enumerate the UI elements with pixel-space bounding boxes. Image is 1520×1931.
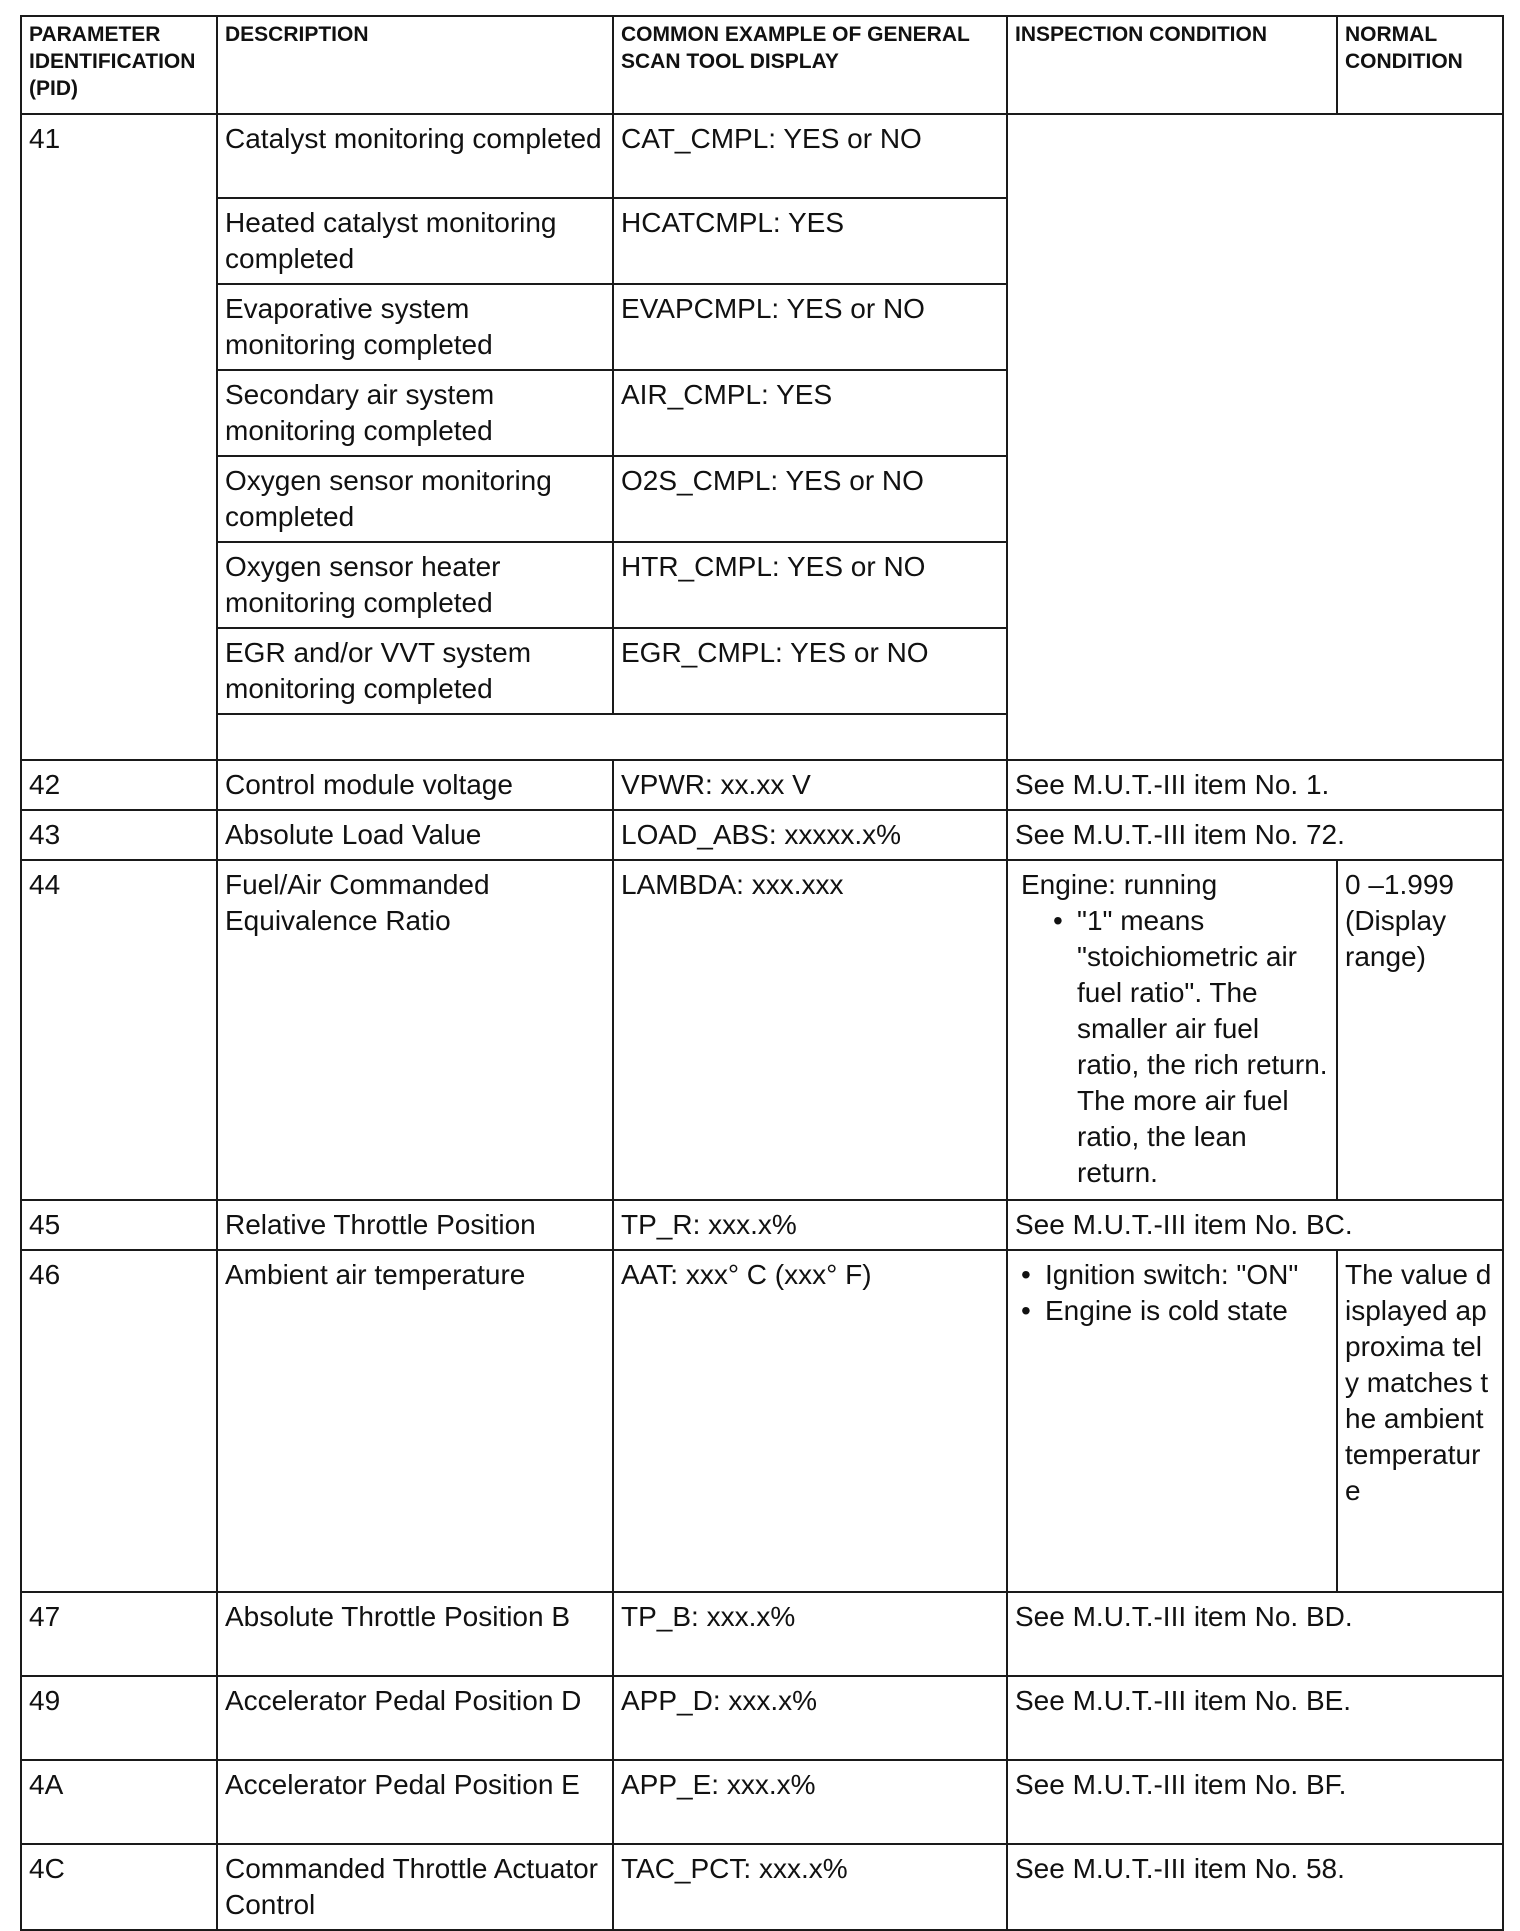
table-row bbox=[21, 1844, 1503, 1930]
pid-cell: 46 bbox=[21, 1250, 217, 1592]
description-cell: Absolute Throttle Position B bbox=[217, 1592, 613, 1676]
example-cell: LAMBDA: xxx.xxx bbox=[613, 860, 1007, 1200]
description-cell: Absolute Load Value bbox=[217, 810, 613, 860]
pid-reference-document bbox=[20, 15, 1502, 1931]
table-row bbox=[21, 1592, 1503, 1676]
inspection-bullet: • "1" means "stoichiometric air fuel ratio". The smaller air fuel ratio, the rich return. The more air fuel ratio, the lean return. bbox=[1015, 903, 1329, 1191]
example-cell: O2S_CMPL: YES or NO bbox=[613, 456, 1007, 542]
example-cell: EVAPCMPL: YES or NO bbox=[613, 284, 1007, 370]
description-cell: EGR and/or VVT system monitoring completed bbox=[217, 628, 613, 714]
condition-cell: See M.U.T.-III item No. 1. bbox=[1007, 760, 1503, 810]
description-cell: Secondary air system monitoring completed bbox=[217, 370, 613, 456]
pid-cell: 4A bbox=[21, 1760, 217, 1844]
normal-condition-cell: The value displayed approxima tely matches the ambient temperatur e bbox=[1337, 1250, 1503, 1592]
example-cell: EGR_CMPL: YES or NO bbox=[613, 628, 1007, 714]
header-normal-condition: NORMAL CONDITION bbox=[1337, 16, 1503, 114]
header-description: DESCRIPTION bbox=[217, 16, 613, 114]
description-cell: Ambient air temperature bbox=[217, 1250, 613, 1592]
description-cell: Oxygen sensor monitoring completed bbox=[217, 456, 613, 542]
example-cell: APP_E: xxx.x% bbox=[613, 1760, 1007, 1844]
pid-cell: 47 bbox=[21, 1592, 217, 1676]
example-cell: AIR_CMPL: YES bbox=[613, 370, 1007, 456]
pid-cell: 45 bbox=[21, 1200, 217, 1250]
inspection-bullet: • Ignition switch: "ON" bbox=[1015, 1257, 1329, 1293]
example-cell: HCATCMPL: YES bbox=[613, 198, 1007, 284]
description-cell: Catalyst monitoring completed bbox=[217, 114, 613, 198]
description-cell: Heated catalyst monitoring completed bbox=[217, 198, 613, 284]
description-cell: Accelerator Pedal Position E bbox=[217, 1760, 613, 1844]
description-cell: Evaporative system monitoring completed bbox=[217, 284, 613, 370]
condition-cell-empty bbox=[1007, 114, 1503, 760]
table-row bbox=[21, 810, 1503, 860]
description-cell: Accelerator Pedal Position D bbox=[217, 1676, 613, 1760]
example-cell: LOAD_ABS: xxxxx.x% bbox=[613, 810, 1007, 860]
example-cell: VPWR: xx.xx V bbox=[613, 760, 1007, 810]
description-cell: Commanded Throttle Actuator Control bbox=[217, 1844, 613, 1930]
inspection-bullet: • Engine is cold state bbox=[1015, 1293, 1329, 1329]
example-cell: TAC_PCT: xxx.x% bbox=[613, 1844, 1007, 1930]
pid-cell: 43 bbox=[21, 810, 217, 860]
description-cell: Relative Throttle Position bbox=[217, 1200, 613, 1250]
description-cell: Control module voltage bbox=[217, 760, 613, 810]
example-cell: TP_R: xxx.x% bbox=[613, 1200, 1007, 1250]
pid-cell: 44 bbox=[21, 860, 217, 1200]
header-example: COMMON EXAMPLE OF GENERAL SCAN TOOL DISPLAY bbox=[613, 16, 1007, 114]
pid-cell: 41 bbox=[21, 114, 217, 760]
condition-cell: See M.U.T.-III item No. BF. bbox=[1007, 1760, 1503, 1844]
condition-cell: See M.U.T.-III item No. BD. bbox=[1007, 1592, 1503, 1676]
inspection-lead-text: Engine: running bbox=[1021, 869, 1218, 900]
table-row bbox=[21, 1676, 1503, 1760]
pid-cell: 42 bbox=[21, 760, 217, 810]
example-cell: CAT_CMPL: YES or NO bbox=[613, 114, 1007, 198]
example-cell: HTR_CMPL: YES or NO bbox=[613, 542, 1007, 628]
table-row bbox=[21, 1200, 1503, 1250]
inspection-bullet-list bbox=[1015, 903, 1329, 1191]
condition-cell: See M.U.T.-III item No. BC. bbox=[1007, 1200, 1503, 1250]
header-row bbox=[21, 16, 1503, 114]
table-row bbox=[21, 760, 1503, 810]
pid-cell: 4C bbox=[21, 1844, 217, 1930]
empty-cell bbox=[217, 714, 1007, 760]
inspection-bullet-list bbox=[1015, 1257, 1329, 1329]
table-row bbox=[21, 860, 1503, 1200]
description-cell: Fuel/Air Commanded Equivalence Ratio bbox=[217, 860, 613, 1200]
condition-cell: See M.U.T.-III item No. BE. bbox=[1007, 1676, 1503, 1760]
normal-condition-cell: 0 –1.999 (Display range) bbox=[1337, 860, 1503, 1200]
pid-cell: 49 bbox=[21, 1676, 217, 1760]
header-pid: PARAMETER IDENTIFICATION (PID) bbox=[21, 16, 217, 114]
inspection-condition-cell bbox=[1007, 1250, 1337, 1592]
header-inspection-condition: INSPECTION CONDITION bbox=[1007, 16, 1337, 114]
inspection-condition-cell bbox=[1007, 860, 1337, 1200]
condition-cell: See M.U.T.-III item No. 58. bbox=[1007, 1844, 1503, 1930]
pid-table bbox=[20, 15, 1504, 1931]
condition-cell: See M.U.T.-III item No. 72. bbox=[1007, 810, 1503, 860]
table-row bbox=[21, 1250, 1503, 1592]
example-cell: APP_D: xxx.x% bbox=[613, 1676, 1007, 1760]
example-cell: AAT: xxx° C (xxx° F) bbox=[613, 1250, 1007, 1592]
table-row bbox=[21, 1760, 1503, 1844]
example-cell: TP_B: xxx.x% bbox=[613, 1592, 1007, 1676]
description-cell: Oxygen sensor heater monitoring completed bbox=[217, 542, 613, 628]
table-row bbox=[21, 114, 1503, 198]
